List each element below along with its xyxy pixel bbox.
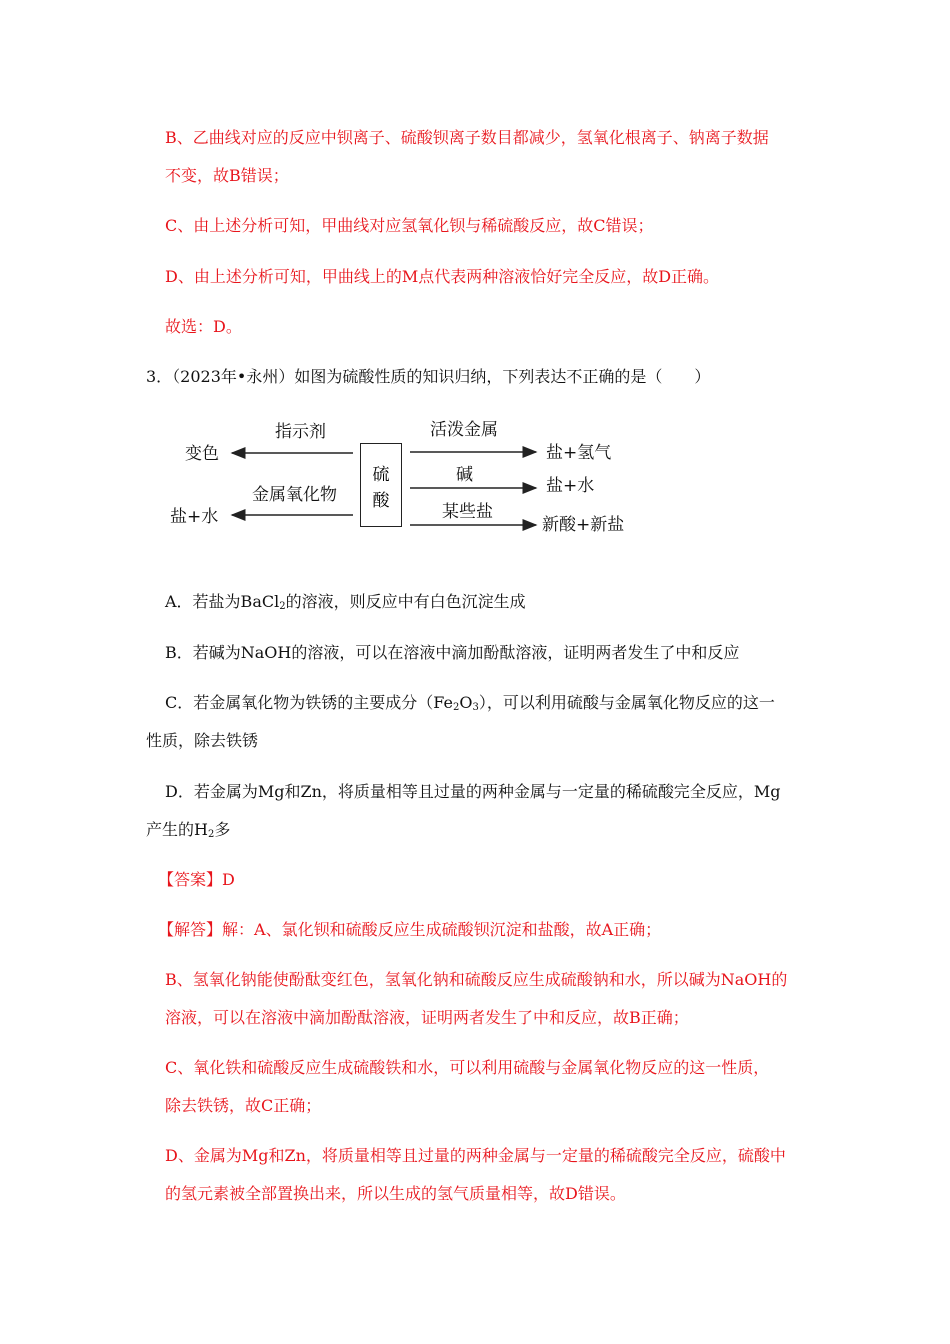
label-indicator: 指示剂 xyxy=(275,422,326,442)
prev-explanation-b-line1: B、乙曲线对应的反应中钡离子、硫酸钡离子数目都减少，氢氧化根离子、钠离子数据 xyxy=(165,128,769,147)
result-color-change: 变色 xyxy=(185,444,219,464)
solution-c-line1: C、氧化铁和硫酸反应生成硫酸铁和水，可以利用硫酸与金属氧化物反应的这一性质， xyxy=(165,1058,770,1077)
result-salt-hydrogen: 盐+氢气 xyxy=(546,443,612,463)
box-char-2: 酸 xyxy=(372,491,390,511)
result-new-acid-new-salt: 新酸+新盐 xyxy=(542,515,625,535)
option-a-prefix: A．若盐为BaCl xyxy=(165,592,280,611)
option-c-suffix: ），可以利用硫酸与金属氧化物反应的这一 xyxy=(478,693,775,712)
solution-d-line1: D、金属为Mg和Zn，将质量相等且过量的两种金属与一定量的稀硫酸完全反应，硫酸中 xyxy=(165,1146,786,1165)
option-d-suffix: 多 xyxy=(214,820,231,839)
option-a-sub: 2 xyxy=(279,601,286,612)
option-b: B．若碱为NaOH的溶液，可以在溶液中滴加酚酞溶液，证明两者发生了中和反应 xyxy=(165,643,740,662)
result-salt-water-right: 盐+水 xyxy=(546,476,595,496)
box-char-1: 硫 xyxy=(372,465,390,485)
option-d-prefix: 产生的H xyxy=(146,820,208,839)
solution-a-text: 解：A、氯化钡和硫酸反应生成硫酸钡沉淀和盐酸，故A正确； xyxy=(222,920,662,939)
sulfuric-acid-diagram xyxy=(160,410,640,540)
solution-a-line xyxy=(158,920,661,940)
option-c-prefix: C．若金属氧化物为铁锈的主要成分（Fe xyxy=(165,693,453,712)
label-active-metal: 活泼金属 xyxy=(430,420,498,440)
result-salt-water-left: 盐+水 xyxy=(170,507,219,527)
option-c-sub1: 2 xyxy=(452,702,460,713)
answer-line xyxy=(158,870,235,890)
label-some-salts: 某些盐 xyxy=(442,502,493,522)
answer-tag: 【答案】 xyxy=(158,870,223,889)
solution-d-line2: 的氢元素被全部置换出来，所以生成的氢气质量相等，故D错误。 xyxy=(165,1184,626,1203)
label-metal-oxide: 金属氧化物 xyxy=(252,485,337,505)
option-d-sub: 2 xyxy=(207,829,215,840)
solution-b-line1: B、氢氧化钠能使酚酞变红色，氢氧化钠和硫酸反应生成硫酸钠和水，所以碱为NaOH的 xyxy=(165,970,788,989)
option-c-line2: 性质，除去铁锈 xyxy=(146,731,259,750)
question-stem: 3．（2023年•永州）如图为硫酸性质的知识归纳，下列表达不正确的是（ ） xyxy=(146,367,711,386)
option-a-suffix: 的溶液，则反应中有白色沉淀生成 xyxy=(285,592,526,611)
solution-c-line2: 除去铁锈，故C正确； xyxy=(165,1096,322,1115)
answer-value: D xyxy=(222,870,235,889)
prev-explanation-b-line2: 不变，故B错误； xyxy=(165,166,289,185)
prev-explanation-c-line: C、由上述分析可知，甲曲线对应氢氧化钡与稀硫酸反应，故C错误； xyxy=(165,216,654,235)
prev-explanation-d-line: D、由上述分析可知，甲曲线上的M点代表两种溶液恰好完全反应，故D正确。 xyxy=(165,267,720,286)
sulfuric-acid-box xyxy=(360,443,402,527)
prev-choice: 故选：D。 xyxy=(165,317,242,336)
option-d-line2 xyxy=(146,820,230,840)
option-c-sub2: 3 xyxy=(472,702,479,713)
solution-b-line2: 溶液，可以在溶液中滴加酚酞溶液，证明两者发生了中和反应，故B正确； xyxy=(165,1008,689,1027)
label-base: 碱 xyxy=(456,465,473,485)
solution-tag: 【解答】 xyxy=(158,920,223,939)
option-c-line1 xyxy=(165,693,775,713)
option-a xyxy=(165,592,526,612)
option-d-line1: D．若金属为Mg和Zn，将质量相等且过量的两种金属与一定量的稀硫酸完全反应，Mg xyxy=(165,782,781,801)
option-c-mid: O xyxy=(459,693,473,712)
